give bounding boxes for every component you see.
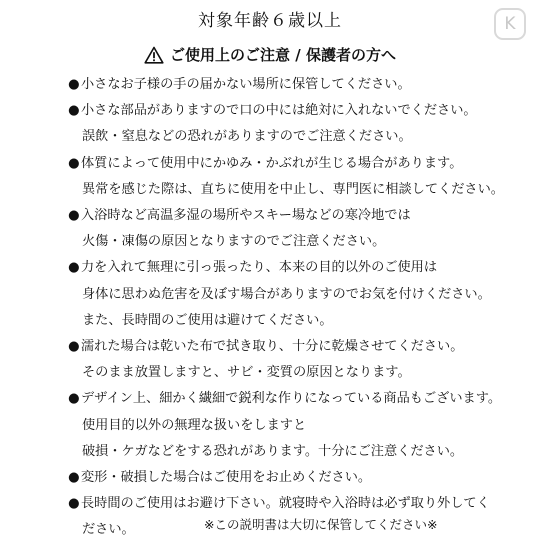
caution-text: 入浴時など高温多湿の場所やスキー場などの寒冷地では xyxy=(81,208,411,223)
caution-item xyxy=(68,469,371,487)
caution-item xyxy=(68,259,437,277)
caution-item xyxy=(68,155,462,173)
caution-text: 長時間のご使用はお避け下さい。就寝時や入浴時は必ず取り外してく xyxy=(81,496,490,512)
caution-text: 使用目的以外の無理な扱いをしますと xyxy=(82,417,307,433)
caution-item xyxy=(68,76,411,94)
caution-item-continuation xyxy=(82,521,135,539)
bullet-icon: ● xyxy=(68,77,80,92)
caution-item xyxy=(68,495,490,513)
caution-text: 力を入れて無理に引っ張ったり、本来の目的以外のご使用は xyxy=(81,260,438,276)
caution-text: ださい。 xyxy=(82,522,135,538)
caution-item-continuation xyxy=(82,181,504,199)
bullet-icon: ● xyxy=(68,103,80,119)
caution-text: 変形・破損した場合はご使用をお止めください。 xyxy=(81,470,372,485)
caution-item-continuation xyxy=(82,417,306,435)
caution-text: 体質によって使用中にかゆみ・かぶれが生じる場合があります。 xyxy=(81,155,463,171)
caution-item-continuation xyxy=(82,312,333,330)
caution-item xyxy=(68,338,463,356)
caution-text: 異常を感じた際は、直ちに使用を中止し、専門医に相談してください。 xyxy=(82,181,504,197)
warning-heading-text: ご使用上のご注意 / 保護者の方へ xyxy=(170,46,396,64)
caution-item xyxy=(68,390,501,408)
caution-item-continuation xyxy=(82,128,412,146)
warning-triangle-icon xyxy=(144,46,164,64)
caution-item-continuation xyxy=(82,286,491,304)
bullet-icon: ● xyxy=(68,339,80,354)
caution-text: 誤飲・窒息などの恐れがありますのでご注意ください。 xyxy=(82,129,412,145)
caution-text: 破損・ケガなどをする恐れがあります。十分にご注意ください。 xyxy=(82,443,464,459)
footer-note: ※この説明書は大切に保管してください※ xyxy=(204,517,438,532)
caution-item-continuation xyxy=(82,233,385,251)
caution-text: 濡れた場合は乾いた布で拭き取り、十分に乾燥させてください。 xyxy=(81,339,464,354)
caution-item-continuation xyxy=(82,443,463,461)
caution-item xyxy=(68,102,477,120)
caution-text: そのまま放置しますと、サビ・変質の原因となります。 xyxy=(82,365,411,381)
bullet-icon: ● xyxy=(68,496,80,512)
bullet-icon: ● xyxy=(68,208,80,223)
caution-text: デザイン上、細かく繊細で鋭利な作りになっている商品もございます。 xyxy=(81,391,502,407)
caution-text: また、長時間のご使用は避けてください。 xyxy=(82,312,333,328)
caution-text: 身体に思わぬ危害を及ぼす場合がありますのでお気を付けください。 xyxy=(82,286,491,302)
caution-text: 小さな部品がありますので口の中には絶対に入れないでください。 xyxy=(81,103,477,119)
caution-item xyxy=(68,207,411,225)
bullet-icon: ● xyxy=(68,470,80,485)
bullet-icon: ● xyxy=(68,391,80,407)
warning-heading xyxy=(0,44,540,65)
caution-text: 火傷・凍傷の原因となりますのでご注意ください。 xyxy=(82,234,386,250)
k-logo-icon: K xyxy=(494,8,526,40)
caution-item-continuation xyxy=(82,364,411,382)
age-title: 対象年齢６歳以上 xyxy=(198,11,342,31)
bullet-icon: ● xyxy=(68,155,80,171)
caution-text: 小さなお子様の手の届かない場所に保管してください。 xyxy=(81,77,411,92)
bullet-icon: ● xyxy=(68,260,80,276)
